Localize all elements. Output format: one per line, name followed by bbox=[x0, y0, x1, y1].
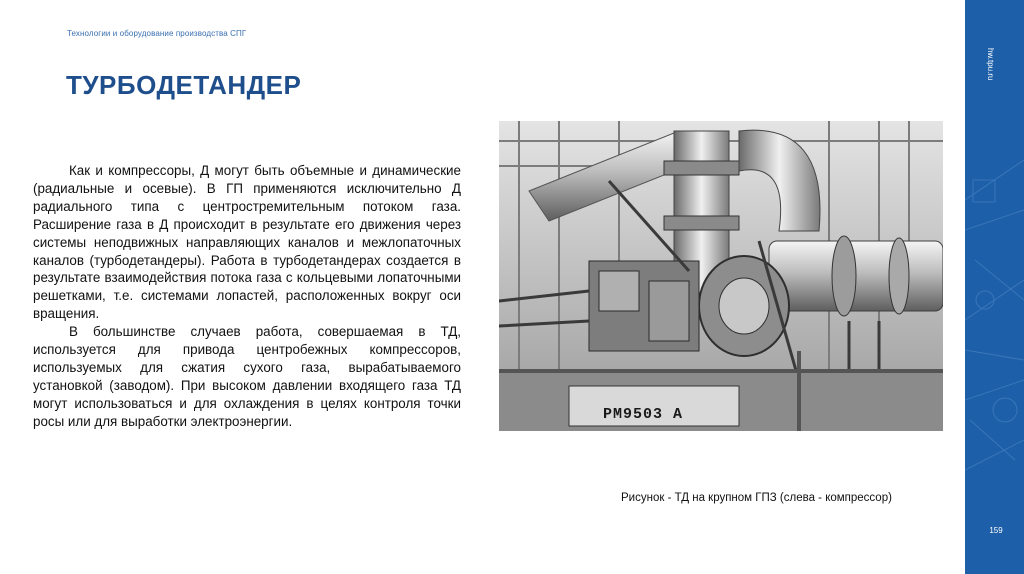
plate-label: PM9503 A bbox=[603, 406, 684, 423]
figure-caption: Рисунок - ТД на крупном ГПЗ (слева - компрессор) bbox=[621, 492, 892, 504]
paragraph-1: Как и компрессоры, Д могут быть объемные и динамические (радиальные и осевые). В ГП применяются исключительно Д радиального типа с центростремительным потоком газа. Расширение газа в Д происходит в результате его движения через системы неподвижных направляющих каналов и межлопаточных каналов (турбодетандеры). Работа в турбодетандерах создается в результате взаимодействия потока газа с кольцевыми лопаточными решетками, т.е. системами лопастей, расположенных вокруг оси вращения. bbox=[33, 163, 461, 322]
course-caption: Технологии и оборудование производства СПГ bbox=[67, 29, 247, 38]
page-number: 159 bbox=[989, 526, 1003, 535]
page-title: ТУРБОДЕТАНДЕР bbox=[66, 70, 302, 100]
body-text bbox=[33, 162, 461, 431]
turboexpander-photo bbox=[499, 121, 943, 431]
paragraph-2: В большинстве случаев работа, совершаемая в ТД, используется для привода центробежных компрессоров, используемых для сжатия сухого газа, вырабатываемого установкой (заводом). При высоком давлении входящего газа ТД могут использоваться и для охлаждения в целях контроля точки росы или для выработки электроэнергии. bbox=[33, 324, 461, 429]
site-label: hw.tpu.ru bbox=[986, 48, 995, 81]
side-band bbox=[965, 0, 1024, 574]
